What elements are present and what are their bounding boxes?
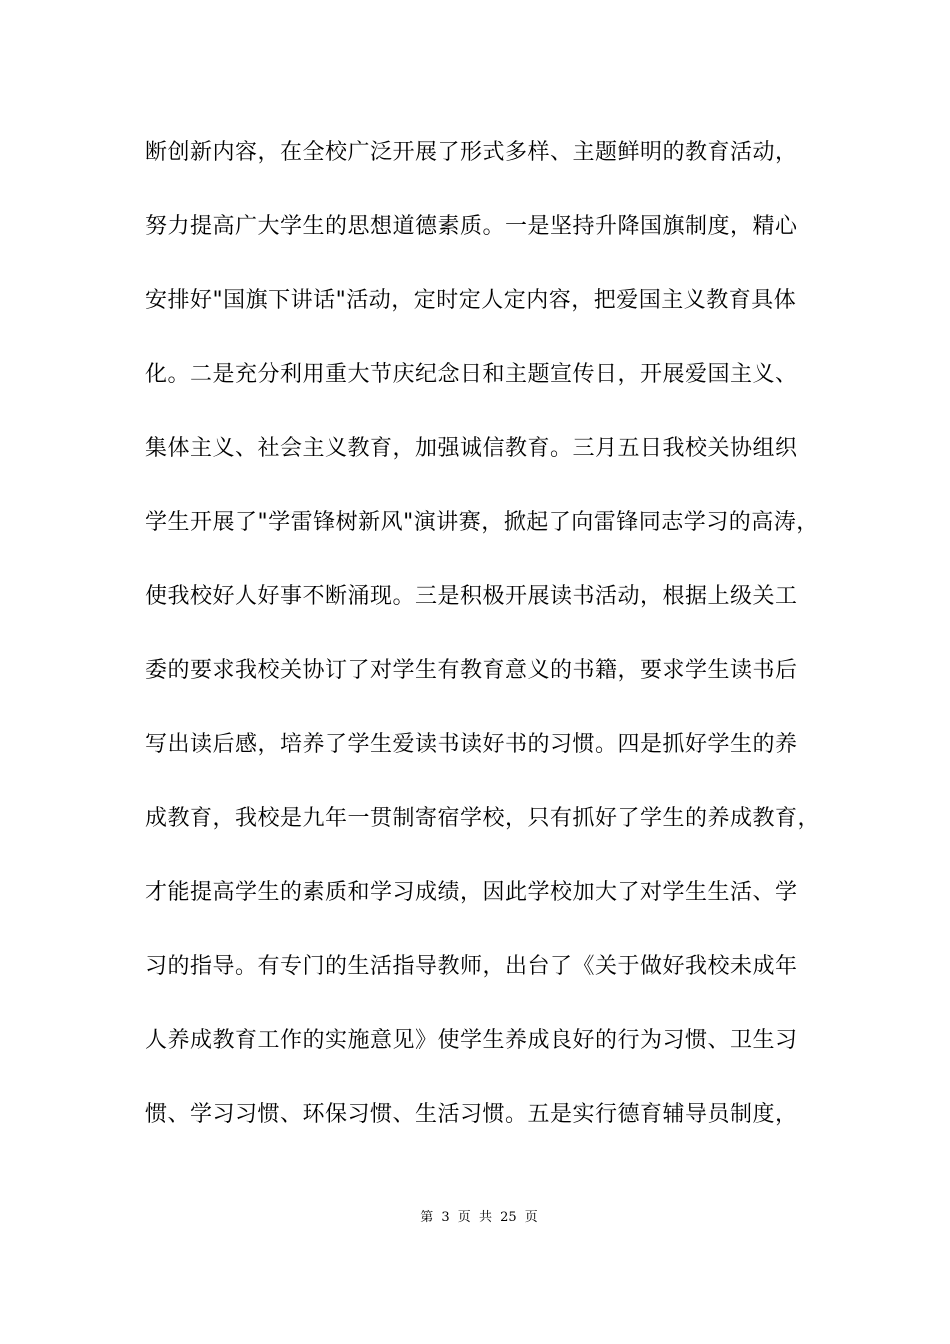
text-line-10: 成教育，我校是九年一贯制寄宿学校，只有抓好了学生的养成教育， [145,806,821,831]
footer-total-pages: 25 [500,1210,517,1225]
text-line-9: 写出读后感，培养了学生爱读书读好书的习惯。四是抓好学生的养 [145,732,798,757]
text-line-11: 才能提高学生的素质和学习成绩，因此学校加大了对学生生活、学 [145,880,798,905]
footer-total-prefix: 共 [478,1210,492,1225]
footer-suffix: 页 [524,1210,538,1225]
footer-page-word: 页 [457,1210,471,1225]
text-line-8: 委的要求我校关协订了对学生有教育意义的书籍，要求学生读书后 [145,658,798,683]
text-line-6: 学生开展了"学雷锋树新风"演讲赛，掀起了向雷锋同志学习的高涛， [145,510,819,535]
text-line-2: 努力提高广大学生的思想道德素质。一是坚持升降国旗制度，精心 [145,214,798,239]
text-line-3: 安排好"国旗下讲话"活动，定时定人定内容，把爱国主义教育具体 [145,288,797,313]
page-footer [0,1209,950,1227]
text-line-12: 习的指导。有专门的生活指导教师，出台了《关于做好我校未成年 [145,954,798,979]
text-line-14: 惯、学习习惯、环保习惯、生活习惯。五是实行德育辅导员制度， [145,1102,798,1127]
text-line-1: 断创新内容，在全校广泛开展了形式多样、主题鲜明的教育活动， [145,140,798,165]
footer-prefix: 第 [420,1210,434,1225]
text-line-7: 使我校好人好事不断涌现。三是积极开展读书活动，根据上级关工 [145,584,798,609]
text-line-13: 人养成教育工作的实施意见》使学生养成良好的行为习惯、卫生习 [145,1028,798,1053]
body-text [145,131,835,1167]
footer-current-page: 3 [441,1210,450,1225]
text-line-4: 化。二是充分利用重大节庆纪念日和主题宣传日，开展爱国主义、 [145,362,798,387]
text-line-5: 集体主义、社会主义教育，加强诚信教育。三月五日我校关协组织 [145,436,798,461]
